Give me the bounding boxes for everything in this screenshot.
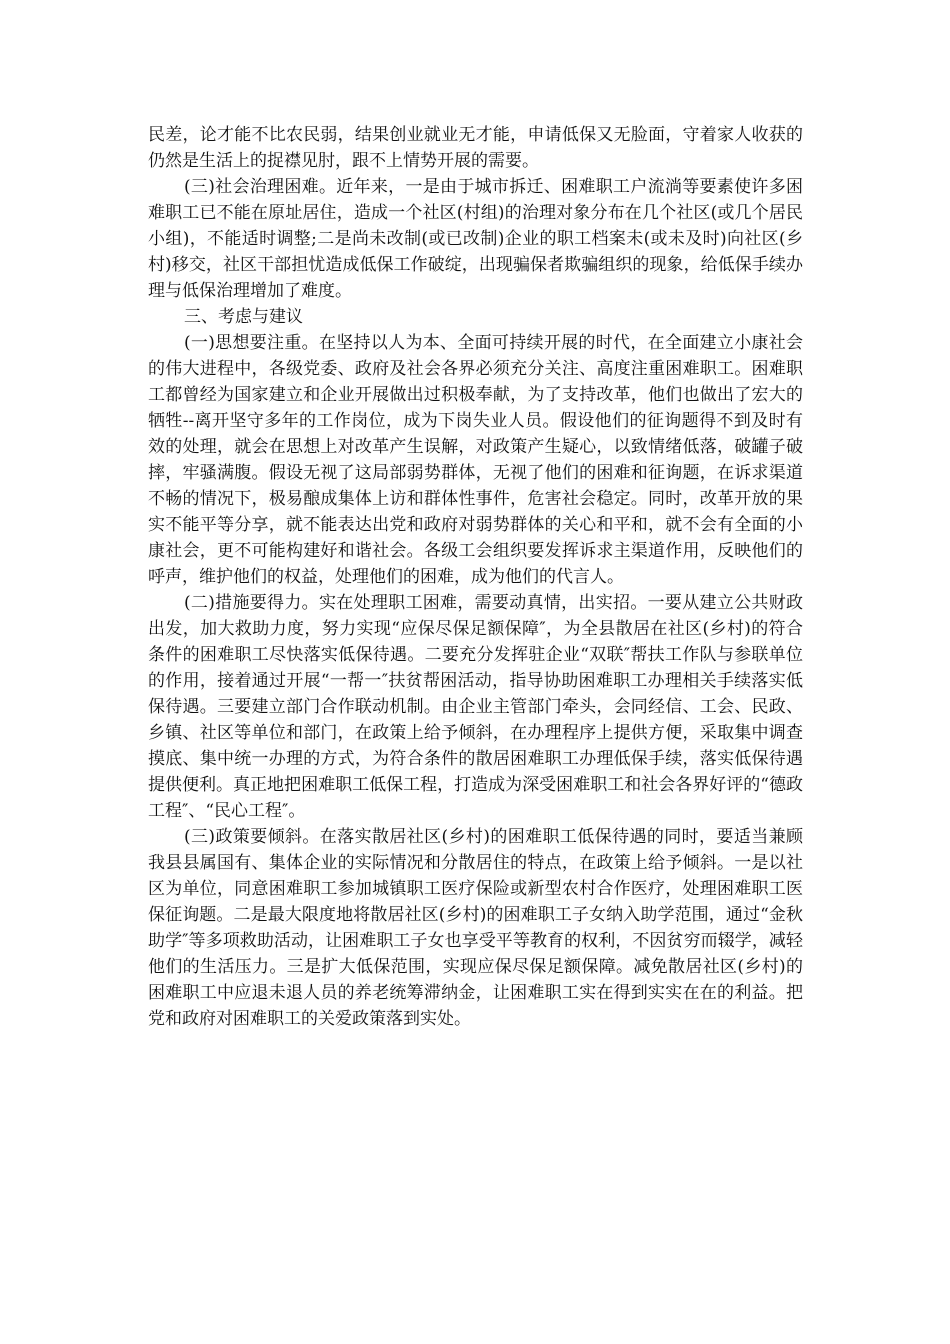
paragraph-thinking: (一)思想要注重。在坚持以人为本、全面可持续开展的时代，在全面建立小康社会的伟大进程中，各级党委、政府及社会各界必须充分关注、高度注重困难职工。困难职工都曾经为国家建立和企业开展做出过积极奉献，为了支持改革，他们也做出了宏大的牺牲--离开坚守多年的工作岗位，成为下岗失业人员。假设他们的征询题得不到及时有效的处理，就会在思想上对改革产生误解，对政策产生疑心，以致情绪低落，破罐子破摔，牢骚满腹。假设无视了这局部弱势群体，无视了他们的困难和征询题，在诉求渠道不畅的情况下，极易酿成集体上访和群体性事件，危害社会稳定。同时，改革开放的果实不能平等分享，就不能表达出党和政府对弱势群体的关心和平和，就不会有全面的小康社会，更不可能构建好和谐社会。各级工会组织要发挥诉求主渠道作用，反映他们的呼声，维护他们的权益，处理他们的困难，成为他们的代言人。 — [148, 333, 803, 587]
paragraph-measures: (二)措施要得力。实在处理职工困难，需要动真情，出实招。一要从建立公共财政出发，加大救助力度，努力实现“应保尽保足额保障″，为全县散居在社区(乡村)的符合条件的困难职工尽快落实低保待遇。二要充分发挥驻企业“双联″帮扶工作队与参联单位的作用，接着通过开展“一帮一″扶贫帮困活动，指导协助困难职工办理相关手续落实低保待遇。三要建立部门合作联动机制。由企业主管部门牵头，会同经信、工会、民政、乡镇、社区等单位和部门，在政策上给予倾斜，在办理程序上提供方便，采取集中调查摸底、集中统一办理的方式，为符合条件的散居困难职工办理低保手续，落实低保待遇提供便利。真正地把困难职工低保工程，打造成为深受困难职工和社会各界好评的“德政工程″、“民心工程″。 — [148, 593, 803, 821]
document-page — [148, 122, 803, 1032]
paragraph-policy: (三)政策要倾斜。在落实散居社区(乡村)的困难职工低保待遇的同时，要适当兼顾我县县属国有、集体企业的实际情况和分散居住的特点，在政策上给予倾斜。一是以社区为单位，同意困难职工参加城镇职工医疗保险或新型农村合作医疗，处理困难职工医保征询题。二是最大限度地将散居社区(乡村)的困难职工子女纳入助学范围，通过“金秋助学″等多项救助活动，让困难职工子女也享受平等教育的权利，不因贫穷而辍学，减轻他们的生活压力。三是扩大低保范围，实现应保尽保足额保障。减免散居社区(乡村)的困难职工中应退未退人员的养老统筹滞纳金，让困难职工实在得到实实在在的利益。把党和政府对困难职工的关爱政策落到实处。 — [148, 827, 803, 1029]
paragraph-continuation: 民差，论才能不比农民弱，结果创业就业无才能，申请低保又无脸面，守着家人收获的仍然是生活上的捉襟见肘，跟不上情势开展的需要。 — [148, 125, 803, 171]
section-heading-suggestions: 三、考虑与建议 — [184, 307, 303, 327]
paragraph-social-governance: (三)社会治理困难。近年来，一是由于城市拆迁、困难职工户流淌等要素使许多困难职工已不能在原址居住，造成一个社区(村组)的治理对象分布在几个社区(或几个居民小组)，不能适时调整;二是尚未改制(或已改制)企业的职工档案未(或未及时)向社区(乡村)移交，社区干部担忧造成低保工作破绽，出现骗保者欺骗组织的现象，给低保手续办理与低保治理增加了难度。 — [148, 177, 803, 301]
